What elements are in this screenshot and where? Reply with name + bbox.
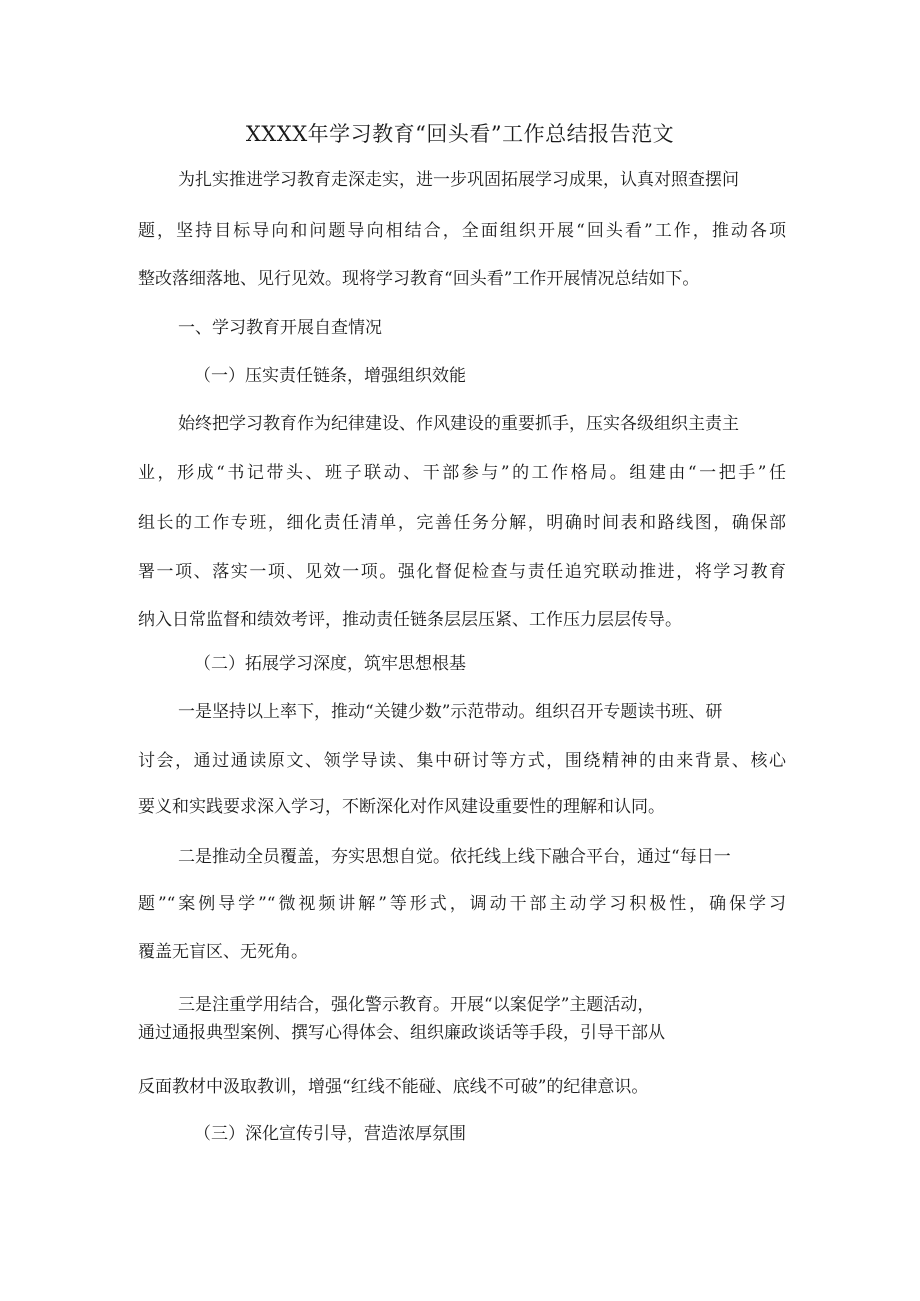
document-title: XXXX年学习教育“回头看”工作总结报告范文 xyxy=(245,122,675,146)
section-heading-text: 一、学习教育开展自查情况 xyxy=(178,318,382,338)
paragraph-line: 署一项、落实一项、见效一项。强化督促检查与责任追究联动推进，将学习教育 xyxy=(138,562,786,582)
paragraph-line: 覆盖无盲区、无死角。 xyxy=(138,942,308,962)
paragraph-line: 三是注重学用结合，强化警示教育。开展“以案促学”主题活动， xyxy=(178,995,655,1015)
paragraph-line: 反面教材中汲取教训，增强“红线不能碰、底线不可破”的纪律意识。 xyxy=(138,1077,649,1097)
paragraph-line: 题，坚持目标导向和问题导向相结合，全面组织开展“回头看”工作，推动各项 xyxy=(138,221,786,241)
paragraph-line: 通过通报典型案例、撰写心得体会、组织廉政谈话等手段，引导干部从 xyxy=(138,1023,665,1043)
paragraph-line: 要义和实践要求深入学习，不断深化对作风建设重要性的理解和认同。 xyxy=(138,797,665,817)
paragraph-line: 整改落细落地、见行见效。现将学习教育“回头看”工作开展情况总结如下。 xyxy=(138,269,700,289)
paragraph-line: 二是推动全员覆盖，夯实思想自觉。依托线上线下融合平台，通过“每日一 xyxy=(178,847,731,867)
subsection-heading-text: （二）拓展学习深度，筑牢思想根基 xyxy=(194,654,466,674)
paragraph-line: 组长的工作专班，细化责任清单，完善任务分解，明确时间表和路线图，确保部 xyxy=(138,513,786,533)
paragraph-line: 业，形成“书记带头、班子联动、干部参与”的工作格局。组建由“一把手”任 xyxy=(138,463,786,483)
paragraph-line: 为扎实推进学习教育走深走实，进一步巩固拓展学习成果，认真对照查摆问 xyxy=(178,170,739,190)
paragraph-line: 讨会，通过通读原文、领学导读、集中研讨等方式，围绕精神的由来背景、核心 xyxy=(138,751,786,771)
paragraph-line: 一是坚持以上率下，推动“关键少数”示范带动。组织召开专题读书班、研 xyxy=(178,702,723,722)
paragraph-line: 始终把学习教育作为纪律建设、作风建设的重要抓手，压实各级组织主责主 xyxy=(178,414,739,434)
paragraph-line: 题”“案例导学”“微视频讲解”等形式，调动干部主动学习积极性，确保学习 xyxy=(138,894,786,914)
subsection-heading-text: （三）深化宣传引导，营造浓厚氛围 xyxy=(194,1124,466,1144)
subsection-heading-text: （一）压实责任链条，增强组织效能 xyxy=(194,366,466,386)
paragraph-line: 纳入日常监督和绩效考评，推动责任链条层层压紧、工作压力层层传导。 xyxy=(138,610,682,630)
